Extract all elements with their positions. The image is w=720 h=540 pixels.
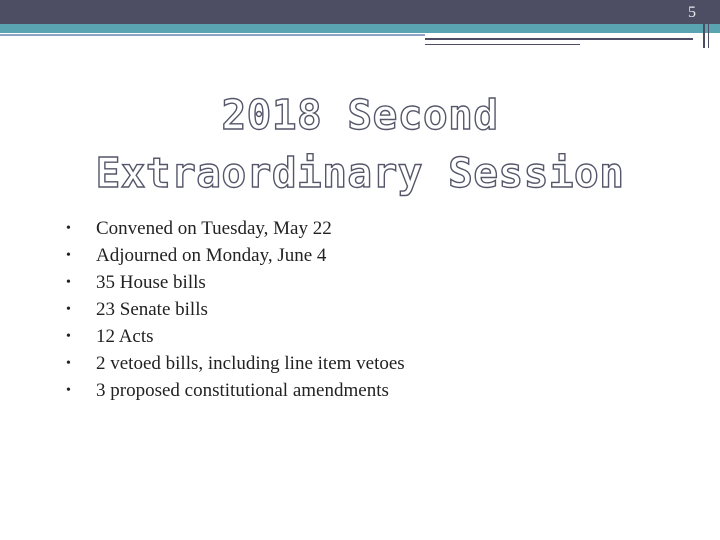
- bullet-text: 23 Senate bills: [96, 299, 208, 320]
- bullet-text: Convened on Tuesday, May 22: [96, 218, 332, 239]
- bullet-dot-icon: •: [66, 356, 71, 371]
- bullet-text: 35 House bills: [96, 272, 206, 293]
- bullet-text: Adjourned on Monday, June 4: [96, 245, 327, 266]
- slide-number: 5: [688, 4, 696, 21]
- bullet-text: 12 Acts: [96, 326, 154, 347]
- header-accent-bar: [0, 24, 720, 33]
- header-rule-1: [0, 34, 425, 36]
- bullet-item: [66, 215, 405, 242]
- bullet-dot-icon: •: [66, 383, 71, 398]
- bullet-dot-icon: •: [66, 248, 71, 263]
- slide-title-line-1: 2018 Second: [221, 91, 499, 139]
- bullet-item: [66, 269, 405, 296]
- slide-title: [60, 86, 660, 202]
- slide-title-line-2: Extraordinary Session: [95, 149, 625, 197]
- bullet-item: [66, 242, 405, 269]
- header-rule-3: [425, 44, 580, 45]
- bullet-dot-icon: •: [66, 221, 71, 236]
- header-bar: [0, 0, 720, 24]
- bullet-dot-icon: •: [66, 275, 71, 290]
- header-rule-2: [425, 38, 693, 40]
- bullet-text: 3 proposed constitutional amendments: [96, 380, 389, 401]
- bullet-dot-icon: •: [66, 329, 71, 344]
- bullet-item: [66, 350, 405, 377]
- header-vertical-rule-1: [703, 24, 705, 48]
- bullet-item: [66, 323, 405, 350]
- bullet-item: [66, 296, 405, 323]
- bullet-item: [66, 377, 405, 404]
- bullet-text: 2 vetoed bills, including line item vetoes: [96, 353, 405, 374]
- bullet-dot-icon: •: [66, 302, 71, 317]
- bullet-list: [66, 215, 405, 404]
- header-vertical-rule-2: [708, 24, 709, 48]
